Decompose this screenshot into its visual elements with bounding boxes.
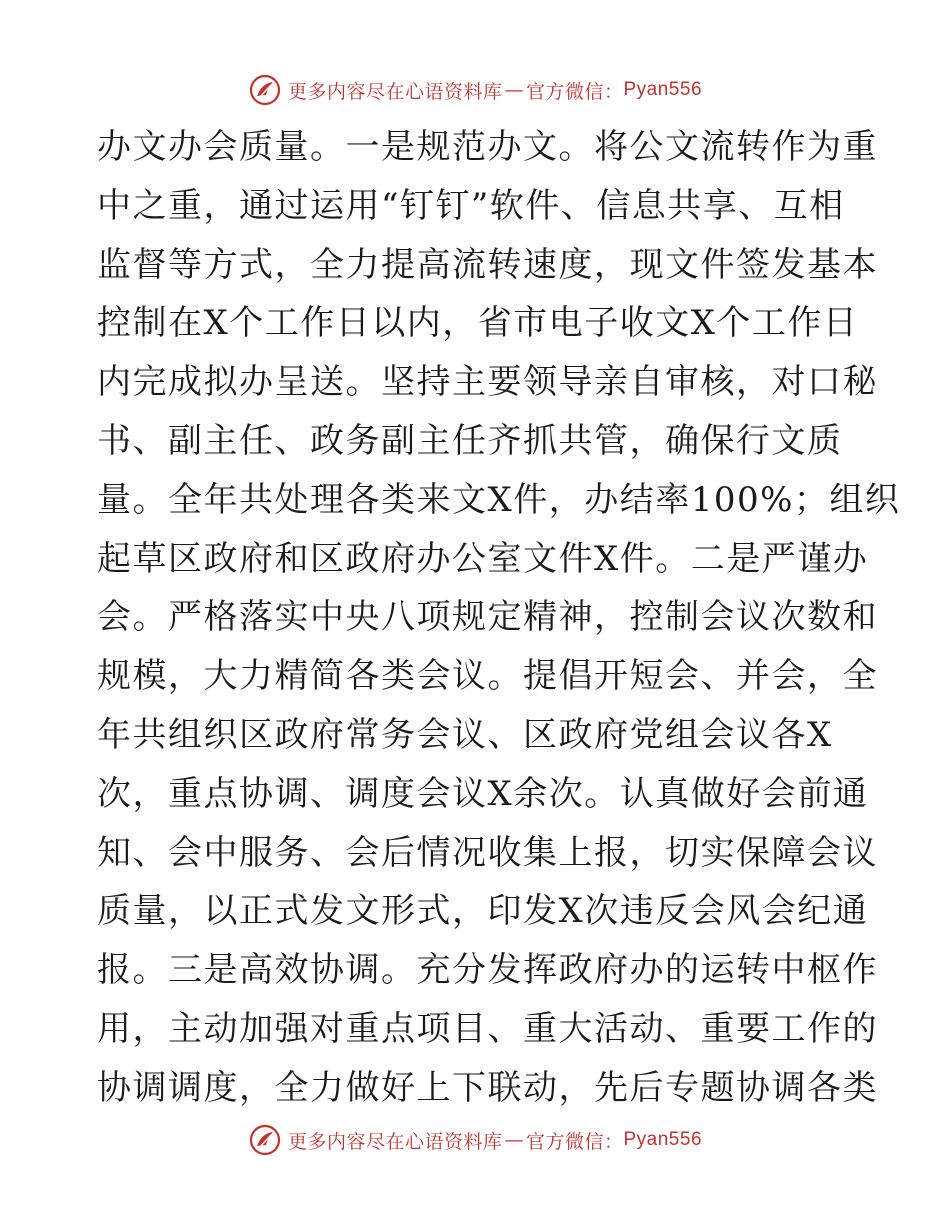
body-text-line: 办文办会质量。一是规范办文。将公文流转作为重 [97, 127, 878, 167]
body-text-line: 规模，大力精简各类会议。提倡开短会、并会，全 [97, 656, 878, 697]
banner-contact-id: Pyan556 [623, 1129, 703, 1150]
body-text-line: 会。严格落实中央八项规定精神，控制会议次数和 [97, 597, 878, 638]
banner-site-text: 更多内容尽在心语资料库 [287, 1130, 503, 1153]
body-text-line: 起草区政府和区政府办公室文件X件。二是严谨办 [97, 538, 869, 579]
body-text-line: 次，重点协调、调度会议X余次。认真做好会前通 [97, 773, 869, 814]
body-text-line: 协调调度，全力做好上下联动，先后专题协调各类 [97, 1067, 878, 1108]
body-text-line: 用，主动加强对重点项目、重大活动、重要工作的 [97, 1008, 878, 1049]
banner-contact-label: 官方微信： [525, 80, 624, 103]
body-text-line: 质量，以正式发文形式，印发X次违反会风会纪通 [97, 891, 869, 932]
document-body [97, 118, 901, 1118]
body-text-line: 年共组织区政府常务会议、区政府党组会议各X [97, 714, 833, 755]
banner-separator: — [504, 79, 524, 101]
body-text-line: 书、副主任、政务副主任齐抓共管，确保行文质 [97, 420, 843, 461]
brand-logo-icon [248, 1123, 282, 1157]
banner-contact-id: Pyan556 [623, 79, 703, 100]
body-text-line: 监督等方式，全力提高流转速度，现文件签发基本 [97, 244, 878, 285]
body-text-line: 内完成拟办呈送。坚持主要领导亲自审核，对口秘 [97, 362, 878, 403]
brand-logo-icon [248, 73, 282, 107]
banner-site-text: 更多内容尽在心语资料库 [287, 80, 503, 103]
header-watermark-banner [0, 70, 950, 110]
body-text-line: 报。三是高效协调。充分发挥政府办的运转中枢作 [97, 950, 878, 991]
body-text-line: 知、会中服务、会后情况收集上报，切实保障会议 [97, 832, 878, 873]
body-text-line: 量。全年共处理各类来文X件，办结率100%；组织 [97, 479, 901, 520]
footer-watermark-banner [0, 1120, 950, 1160]
body-text-line: 中之重，通过运用“钉钉”软件、信息共享、互相 [97, 185, 845, 226]
banner-contact-label: 官方微信： [525, 1130, 624, 1153]
body-text-line: 控制在X个工作日以内，省市电子收文X个工作日 [97, 303, 859, 344]
banner-separator: — [504, 1129, 524, 1151]
